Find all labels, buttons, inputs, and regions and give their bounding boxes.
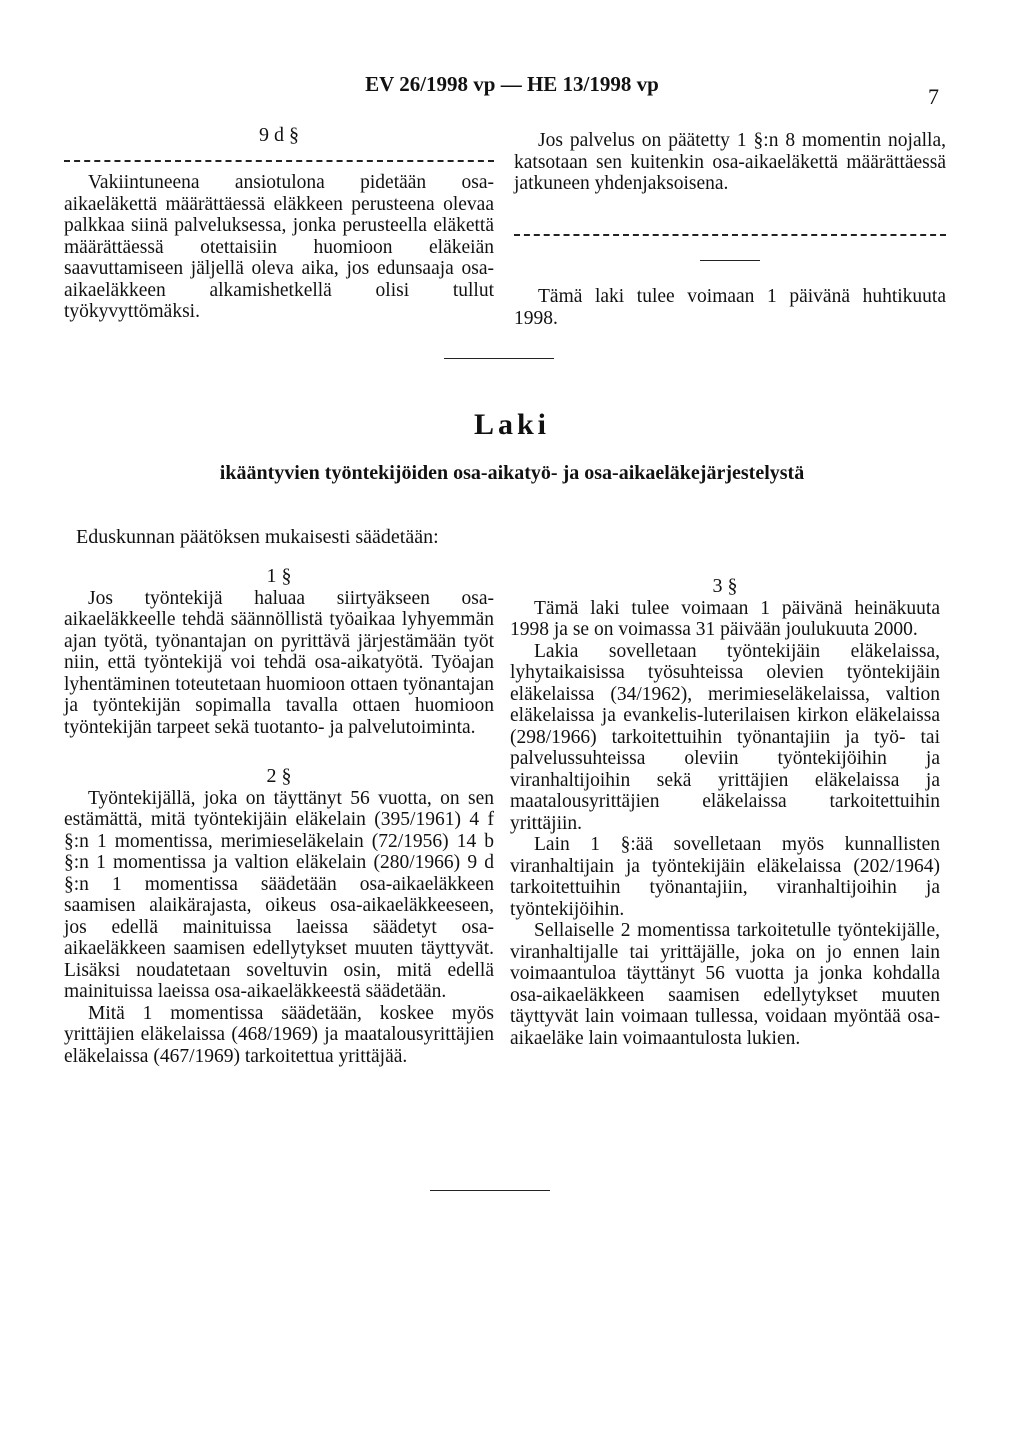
page-header: EV 26/1998 vp — HE 13/1998 vp (365, 72, 659, 96)
section-2-paragraph-1: Työntekijällä, joka on täyttänyt 56 vuotta, on sen estämättä, mitä työntekijäin eläkelain (395/1961) 4 f §:n 1 momentissa, merimieseläkelain (72/1956) 14 b §:n 1 momentissa ja valtion eläkelain (280/1966) 9 d §:n 1 momentissa säädetään osa-aikaeläkkeen saamisen alaikärajasta, oikeus osa-aikaeläkkeeseen, jos edellä mainituissa laeissa säädetyt osa-aikaeläkkeen saamisen edellytykset muuten täyttyvät. Lisäksi noudatetaan soveltuvin osin, mitä edellä mainituissa laeissa osa-aikaeläkkeestä säädetään. (64, 787, 494, 1002)
paragraph: Tämä laki tulee voimaan 1 päivänä huhtikuuta 1998. (514, 286, 946, 329)
section-3-heading: 3 § (712, 575, 738, 597)
section-3-paragraph-1: Tämä laki tulee voimaan 1 päivänä heinäkuuta 1998 ja se on voimassa 31 päivään joulukuuta 2000. (510, 597, 940, 640)
section-2-paragraph-2: Mitä 1 momentissa säädetään, koskee myös yrittäjien eläkelaissa (468/1969) ja maatalousyrittäjien eläkelaissa (467/1969) tarkoitettua yrittäjää. (64, 1002, 494, 1067)
law-subtitle: ikääntyvien työntekijöiden osa-aikatyö- ja osa-aikaeläkejärjestelystä (219, 462, 805, 484)
paragraph: Jos palvelus on päätetty 1 §:n 8 momentin nojalla, katsotaan sen kuitenkin osa-aikaeläkettä määrättäessä jatkuneen yhdenjaksoisena. (514, 130, 946, 194)
dashed-separator (514, 234, 946, 236)
section-9d-heading: 9 d § (259, 124, 299, 146)
section-3-paragraph-2: Lakia sovelletaan työntekijäin eläkelaissa, lyhytaikaisissa työsuhteissa olevien työntekijäin eläkelaissa (34/1962), merimieseläkelaissa, valtion eläkelaissa ja evankelis-luterilaisen kirkon eläkelaissa (298/1966) tarkoitettuihin työnantajiin ja työ- tai palvelussuhteissa oleviin työntekijöihin ja viranhaltijoihin sekä yrittäjien eläkelaissa ja maatalousyrittäjien eläkelaissa tarkoitettuihin yrittäjiin. (510, 640, 940, 834)
paragraph: Vakiintuneena ansiotulona pidetään osa-aikaeläkettä määrättäessä eläkkeen perusteena olevaa palkkaa siinä palveluksessa, jonka perusteella eläkettä määrättäessä otettaisiin huomioon eläkeiän saavuttamiseen jäljellä oleva aika, jos edunsaaja osa-aikaeläkkeen alkamishetkellä olisi tullut työkyvyttömäksi. (64, 172, 494, 322)
section-3-paragraph-4: Sellaiselle 2 momentissa tarkoitetulle työntekijälle, viranhaltijalle tai yrittäjälle, joka on jo ennen lain voimaantuloa täyttänyt 56 vuotta ja jonka kohdalla osa-aikaeläkkeen saamisen edellytykset muuten täyttyvät lain voimaan tullessa, voidaan myöntää osa-aikaeläke lain voimaantulosta lukien. (510, 920, 940, 1049)
section-9d-text (64, 172, 494, 323)
law-title: Laki (473, 408, 551, 441)
section-2-heading: 2 § (266, 765, 292, 787)
divider-rule (444, 358, 554, 359)
top-right-text (514, 130, 946, 195)
section-1-text: Jos työntekijä haluaa siirtyäkseen osa-aikaeläkkeelle tehdä säännöllistä työaikaa lyhyemmän ajan työtä, työnantajan on pyrittävä järjestämään työt niin, että työntekijä voi tehdä osa-aikatyötä. Työajan lyhentäminen toteutetaan huomioon ottaen työnantajan ja työntekijän sopimalla tavalla ottaen huomioon työntekijän tarpeet sekä tuotanto- ja palvelutoiminta. (64, 587, 494, 738)
short-rule (700, 260, 760, 261)
effective-date-text (514, 286, 946, 329)
dashed-separator (64, 160, 494, 162)
section-3-paragraph-3: Lain 1 §:ää sovelletaan myös kunnallisten viranhaltijain ja työntekijäin eläkelaissa (202/1964) tarkoitettuihin työnantajiin, viranhaltijoihin ja työntekijöihin. (510, 834, 940, 920)
left-column (64, 566, 494, 1067)
end-rule (430, 1190, 550, 1191)
section-1-heading: 1 § (266, 565, 292, 587)
right-column (510, 576, 940, 1049)
enactment-clause: Eduskunnan päätöksen mukaisesti säädetään: (76, 526, 439, 548)
page-number: 7 (928, 84, 939, 109)
